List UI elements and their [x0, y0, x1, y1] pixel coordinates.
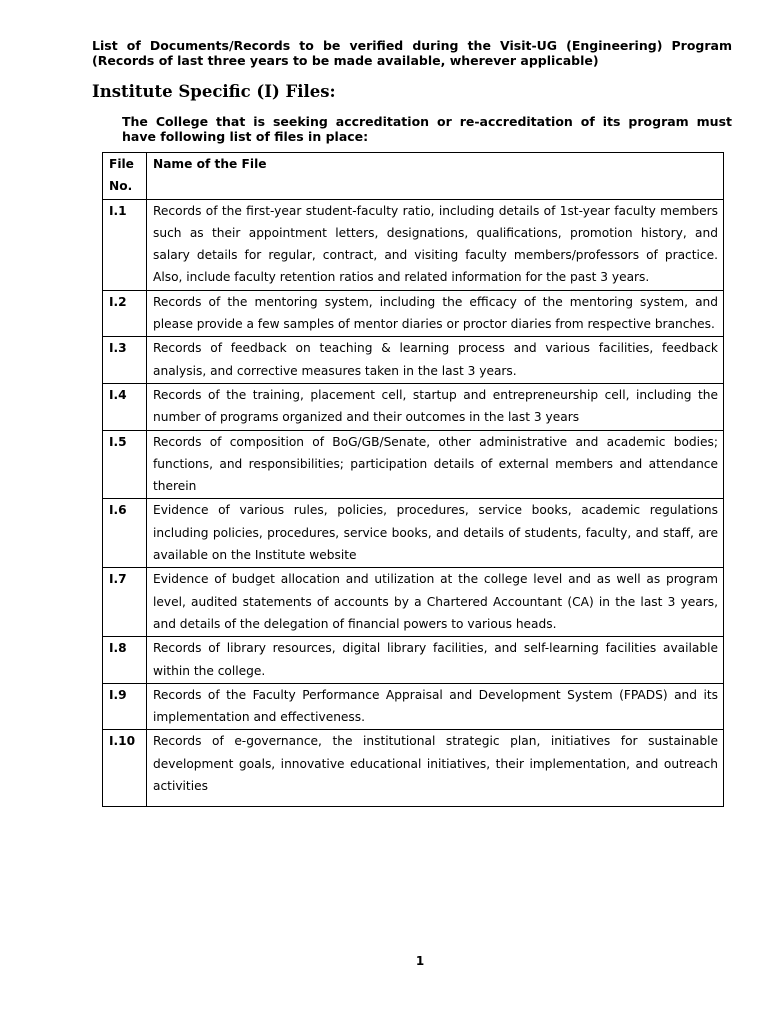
table-row: [103, 730, 724, 807]
table-row: [103, 683, 724, 730]
files-table: [102, 152, 724, 807]
file-no-cell: I.4: [103, 383, 147, 430]
file-name-cell: Records of the Faculty Performance Appraisal and Development System (FPADS) and its implementation and effectiveness.: [147, 683, 724, 730]
file-no-cell: I.10: [103, 730, 147, 807]
table-row: [103, 637, 724, 684]
file-no-cell: I.3: [103, 337, 147, 384]
file-name-cell: Records of composition of BoG/GB/Senate, other administrative and academic bodies; functions, and responsibilities; participation details of external members and attendance therein: [147, 430, 724, 499]
table-row: [103, 430, 724, 499]
file-no-cell: I.6: [103, 499, 147, 568]
file-name-cell: Records of the first-year student-faculty ratio, including details of 1st-year faculty members such as their appointment letters, designations, qualifications, promotion history, and salary details for regular, contract, and visiting faculty members/professors of practice. Also, include faculty retention ratios and related information for the past 3 years.: [147, 199, 724, 290]
file-name-cell: Records of the mentoring system, including the efficacy of the mentoring system, and please provide a few samples of mentor diaries or proctor diaries from respective branches.: [147, 290, 724, 337]
section-title: Institute Specific (I) Files:: [92, 82, 336, 101]
intro-line-1: The College that is seeking accreditation or re-accreditation of its program must: [122, 114, 732, 129]
table-row: [103, 568, 724, 637]
header-line-2: (Records of last three years to be made available, wherever applicable): [92, 53, 599, 68]
intro-line-2: have following list of files in place:: [122, 129, 369, 144]
file-no-cell: I.9: [103, 683, 147, 730]
file-name-cell: Evidence of various rules, policies, procedures, service books, academic regulations including policies, procedures, service books, and details of students, faculty, and staff, are available on the Institute website: [147, 499, 724, 568]
file-no-cell: I.8: [103, 637, 147, 684]
file-name-cell: Records of e-governance, the institutional strategic plan, initiatives for sustainable development goals, innovative educational initiatives, their implementation, and outreach activities: [147, 730, 724, 807]
page-number: 1: [415, 954, 425, 968]
table-row: [103, 337, 724, 384]
file-no-cell: I.1: [103, 199, 147, 290]
file-no-cell: I.7: [103, 568, 147, 637]
file-name-cell: Evidence of budget allocation and utilization at the college level and as well as program level, audited statements of accounts by a Chartered Accountant (CA) in the last 3 years, and details of the delegation of financial powers to various heads.: [147, 568, 724, 637]
file-no-header: File No.: [103, 153, 147, 200]
file-name-header: Name of the File: [147, 153, 724, 200]
table-row: [103, 499, 724, 568]
document-header: [92, 38, 732, 68]
file-no-cell: I.2: [103, 290, 147, 337]
file-no-cell: I.5: [103, 430, 147, 499]
file-name-cell: Records of the training, placement cell, startup and entrepreneurship cell, including the number of programs organized and their outcomes in the last 3 years: [147, 383, 724, 430]
file-name-cell: Records of feedback on teaching & learning process and various facilities, feedback analysis, and corrective measures taken in the last 3 years.: [147, 337, 724, 384]
header-line-1: List of Documents/Records to be verified during the Visit-UG (Engineering) Program: [92, 38, 732, 53]
table-row: [103, 383, 724, 430]
file-name-cell: Records of library resources, digital library facilities, and self-learning facilities available within the college.: [147, 637, 724, 684]
table-row: [103, 290, 724, 337]
table-row: [103, 199, 724, 290]
table-header-row: [103, 153, 724, 200]
intro-paragraph: [122, 114, 732, 144]
